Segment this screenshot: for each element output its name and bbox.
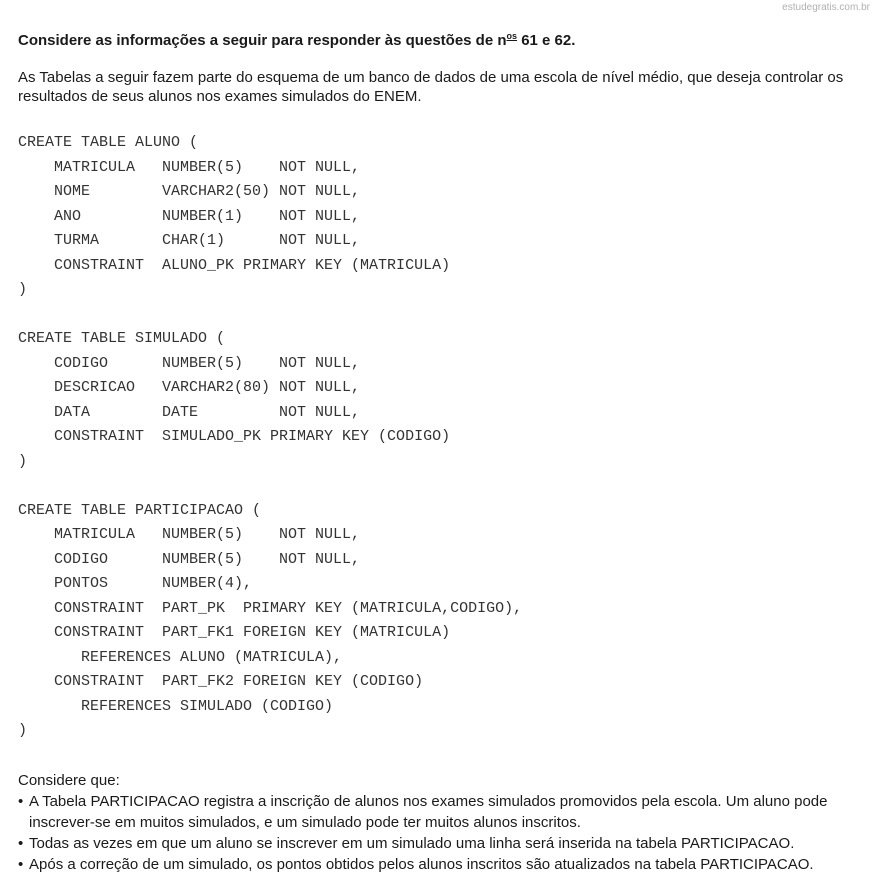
code-line: MATRICULA NUMBER(5) NOT NULL,	[18, 526, 361, 543]
code-line: REFERENCES SIMULADO (CODIGO)	[18, 697, 334, 715]
considere-section	[18, 770, 863, 875]
list-item-text: Após a correção de um simulado, os pontos obtidos pelos alunos inscritos são atualizados na tabela PARTICIPACAO.	[29, 856, 814, 873]
list-item	[18, 854, 863, 875]
code-line: CREATE TABLE ALUNO (	[18, 134, 199, 151]
code-line: CODIGO NUMBER(5) NOT NULL,	[18, 550, 361, 568]
code-line: NOME VARCHAR2(50) NOT NULL,	[18, 183, 361, 200]
sql-code-block	[18, 131, 522, 744]
list-item	[18, 833, 863, 854]
watermark: estudegratis.com.br	[782, 2, 870, 13]
code-line: CREATE TABLE SIMULADO (	[18, 330, 226, 347]
code-line: TURMA CHAR(1) NOT NULL,	[18, 232, 361, 249]
bullet: •	[18, 835, 24, 852]
heading-prefix: Considere as informações a seguir para responder às questões de n	[18, 32, 507, 49]
code-line: )	[18, 452, 28, 470]
code-line	[18, 474, 522, 499]
code-line: )	[18, 722, 28, 739]
code-line: CREATE TABLE PARTICIPACAO (	[18, 501, 262, 519]
list-item	[18, 791, 863, 833]
considere-list	[18, 791, 863, 875]
list-item-text: A Tabela PARTICIPACAO registra a inscrição de alunos nos exames simulados promovidos pela escola. Um aluno pode inscrever-se em muitos simulados, e um simulado pode ter muitos alunos inscritos.	[29, 793, 828, 831]
code-line	[18, 303, 522, 328]
bullet: •	[18, 856, 24, 873]
bullet: •	[18, 793, 24, 810]
code-line: )	[18, 281, 28, 298]
heading-superscript: os	[506, 31, 518, 41]
intro-paragraph: As Tabelas a seguir fazem parte do esquema de um banco de dados de uma escola de nível médio, que deseja controlar os resultados de seus alunos nos exames simulados do ENEM.	[18, 69, 844, 105]
code-line: CONSTRAINT PART_FK1 FOREIGN KEY (MATRICULA)	[18, 624, 451, 641]
list-item-text: Todas as vezes em que um aluno se inscrever em um simulado uma linha será inserida na tabela PARTICIPACAO.	[29, 835, 795, 852]
code-line: CONSTRAINT ALUNO_PK PRIMARY KEY (MATRICULA)	[18, 256, 451, 274]
code-line: MATRICULA NUMBER(5) NOT NULL,	[18, 158, 361, 176]
considere-title: Considere que:	[18, 772, 120, 789]
code-line: CODIGO NUMBER(5) NOT NULL,	[18, 354, 361, 372]
code-line: CONSTRAINT SIMULADO_PK PRIMARY KEY (CODIGO)	[18, 428, 451, 445]
code-line: REFERENCES ALUNO (MATRICULA),	[18, 648, 343, 666]
code-line: DATA DATE NOT NULL,	[18, 403, 361, 421]
code-line: ANO NUMBER(1) NOT NULL,	[18, 207, 361, 225]
heading-suffix: 61 e 62.	[517, 32, 576, 49]
question-heading	[18, 31, 575, 49]
code-line: CONSTRAINT PART_PK PRIMARY KEY (MATRICULA,CODIGO),	[18, 599, 523, 617]
code-line: PONTOS NUMBER(4),	[18, 575, 253, 592]
code-line: DESCRICAO VARCHAR2(80) NOT NULL,	[18, 379, 361, 396]
code-line: CONSTRAINT PART_FK2 FOREIGN KEY (CODIGO)	[18, 673, 424, 690]
